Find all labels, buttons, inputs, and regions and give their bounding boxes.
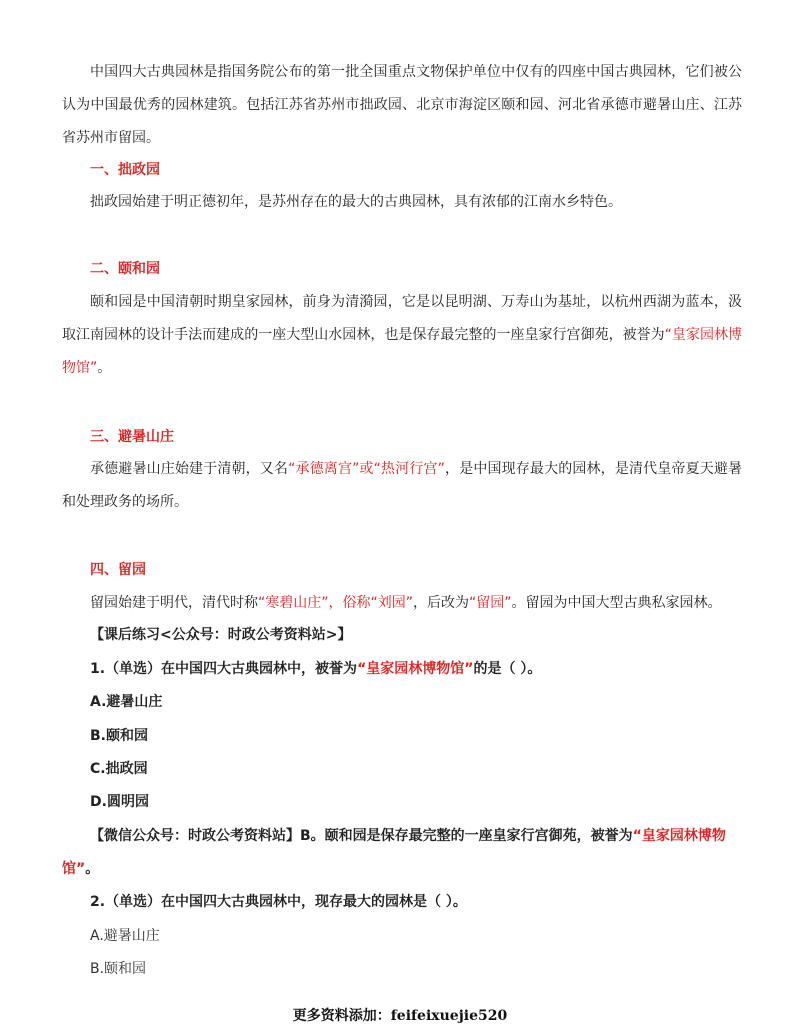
section-body-liuyuan bbox=[62, 587, 742, 620]
section-body-yihe bbox=[62, 286, 742, 385]
section-heading-bishu: 三、避暑山庄 bbox=[90, 429, 174, 445]
highlight-text: “皇家园林博物馆” bbox=[357, 661, 474, 677]
section-body-bishu bbox=[62, 453, 742, 519]
question-text: 的是（ ）。 bbox=[473, 661, 542, 677]
highlight-text: “寒碧山庄”，俗称“刘园” bbox=[258, 595, 414, 611]
section-heading-zhuozheng: 一、拙政园 bbox=[90, 162, 160, 178]
highlight-text: “皇家园林博物馆” bbox=[62, 828, 726, 877]
q1-option-a: A.避暑山庄 bbox=[90, 694, 163, 710]
intro-paragraph bbox=[62, 56, 742, 155]
q2-option-b: B.颐和园 bbox=[90, 961, 147, 977]
q1-option-b: B.颐和园 bbox=[90, 728, 148, 744]
body-text: 颐和园是中国清朝时期皇家园林，前身为清漪园，它是以昆明湖、万寿山为基址，以杭州西湖为蓝本，汲取江南园林的设计手法而建成的一座大型山水园林，也是保存最完整的一座皇家行宫御苑，被誉为 bbox=[62, 294, 742, 343]
section-body-zhuozheng bbox=[62, 186, 742, 219]
intro-text: 中国四大古典园林是指国务院公布的第一批全国重点文物保护单位中仅有的四座中国古典园林，它们被公认为中国最优秀的园林建筑。包括江苏省苏州市拙政园、北京市海淀区颐和园、河北省承德市避暑山庄、江苏省苏州市留园。 bbox=[62, 64, 742, 146]
answer-text: 【微信公众号：时政公考资料站】B。颐和园是保存最完整的一座皇家行宫御苑，被誉为 bbox=[90, 828, 633, 844]
section-heading-liuyuan: 四、留园 bbox=[90, 562, 146, 578]
q1-option-d: D.圆明园 bbox=[90, 794, 149, 810]
q2-option-a: A.避暑山庄 bbox=[90, 928, 160, 944]
q1-answer bbox=[62, 820, 742, 886]
body-text: 拙政园始建于明正德初年，是苏州存在的最大的古典园林，具有浓郁的江南水乡特色。 bbox=[90, 194, 622, 210]
question-text: 1.（单选）在中国四大古典园林中，被誉为 bbox=[90, 661, 358, 677]
answer-text: 。 bbox=[85, 861, 100, 877]
body-text: ，是中国现存最大的园林，是清代皇帝夏天避暑和处理政务的场所。 bbox=[62, 461, 743, 510]
question-2: 2.（单选）在中国四大古典园林中，现存最大的园林是（ ）。 bbox=[90, 894, 467, 910]
body-text: 。 bbox=[97, 360, 112, 376]
section-heading-yihe: 二、颐和园 bbox=[90, 261, 160, 277]
body-text: 留园始建于明代，清代时称 bbox=[90, 595, 258, 611]
footer-contact: 更多资料添加：feifeixuejie520 bbox=[292, 1008, 508, 1024]
question-1 bbox=[90, 658, 541, 680]
highlight-text: “承德离宫”或“热河行宫” bbox=[288, 461, 445, 477]
highlight-text: “留园” bbox=[469, 595, 512, 611]
body-text: ，后改为 bbox=[413, 595, 470, 611]
q1-option-c: C.拙政园 bbox=[90, 761, 148, 777]
highlight-text: “皇家园林博物馆” bbox=[62, 327, 742, 376]
body-text: 。留园为中国大型古典私家园林。 bbox=[511, 595, 722, 611]
exercise-title: 【课后练习<公众号：时政公考资料站>】 bbox=[90, 627, 352, 643]
body-text: 承德避暑山庄始建于清朝，又名 bbox=[90, 461, 289, 477]
